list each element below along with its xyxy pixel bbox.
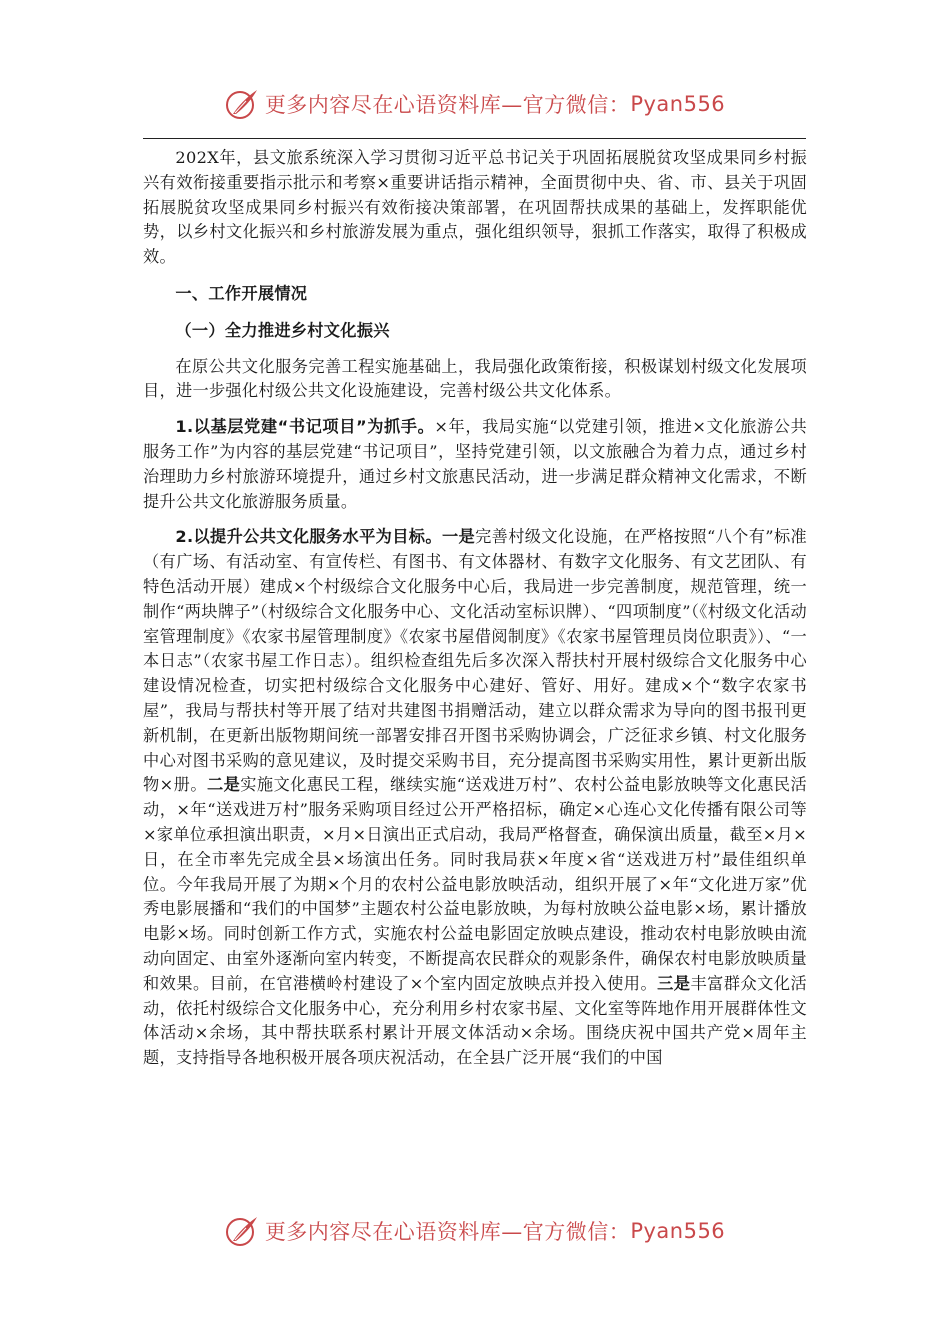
item-2-part-2: 实施文化惠民工程，继续实施“送戏进万村”、农村公益电影放映等文化惠民活动，×年“送戏进万村”服务采购项目经过公开严格招标，确定×心连心文化传播有限公司等×家单位承担演出职责，×月×日演出正式启动，我局严格督查，确保演出质量，截至×月×日，在全市率先完成全县×场演出任务。同时我局获×年度×省“送戏进万村”最佳组织单位。今年我局开展了为期×个月的农村公益电影放映活动，组织开展了×年“文化进万家”优秀电影展播和“我们的中国梦”主题农村公益电影放映，为每村放映公益电影×场，累计播放电影×场。同时创新工作方式，实施农村公益电影固定放映点建设，推动农村电影放映由流动向固定、由室外逐渐向室内转变，不断提高农民群众的观影条件，确保农村电影放映质量和效果。目前，在官港横岭村建设了×个室内固定放映点并投入使用。 (143, 775, 807, 993)
header-rule (143, 138, 806, 139)
item-1-paragraph (143, 415, 807, 514)
item-2-lead: 2.以提升公共文化服务水平为目标。 (175, 527, 442, 547)
quill-logo-icon (225, 1214, 259, 1248)
item-2-marker-3: 三是 (657, 973, 691, 993)
footer-banner (0, 1211, 950, 1251)
subsection-intro: 在原公共文化服务完善工程实施基础上，我局强化政策衔接，积极谋划村级文化发展项目，进一步强化村级公共文化设施建设，完善村级公共文化体系。 (143, 356, 807, 401)
banner-text: 更多内容尽在心语资料库—官方微信： (264, 93, 631, 117)
subsection-heading: （一）全力推进乡村文化振兴 (175, 320, 390, 340)
item-2-part-1: 完善村级文化设施，在严格按照“八个有”标准（有广场、有活动室、有宣传栏、有图书、有文体器材、有数字文化服务、有文艺团队、有特色活动开展）建成×个村级综合文化服务中心后，我局进一步完善制度，规范管理，统一制作“两块牌子”（村级综合文化服务中心、文化活动室标识牌）、“四项制度”（《村级文化活动室管理制度》《农家书屋管理制度》《农家书屋借阅制度》《农家书屋管理员岗位职责》）、“一本日志”（农家书屋工作日志）。组织检查组先后多次深入帮扶村开展村级综合文化服务中心建设情况检查，切实把村级综合文化服务中心建好、管好、用好。建成×个“数字农家书屋”，我局与帮扶村等开展了结对共建图书捐赠活动，建立以群众需求为导向的图书报刊更新机制，在更新出版物期间统一部署安排召开图书采购协调会，广泛征求乡镇、村文化服务中心对图书采购的意见建议，及时提交采购书目，充分提高图书采购实用性，累计更新出版物×册。 (143, 527, 808, 795)
header-banner (0, 84, 950, 124)
item-2-marker-2: 二是 (206, 775, 241, 795)
quill-logo-icon (225, 87, 259, 121)
intro-paragraph: 202X年，县文旅系统深入学习贯彻习近平总书记关于巩固拓展脱贫攻坚成果同乡村振兴有效衔接重要指示批示和考察×重要讲话指示精神，全面贯彻中央、省、市、县关于巩固拓展脱贫攻坚成果同乡村振兴有效衔接决策部署，在巩固帮扶成果的基础上，发挥职能优势，以乡村文化振兴和乡村旅游发展为重点，强化组织领导，狠抓工作落实，取得了积极成效。 (143, 148, 807, 267)
item-2-marker-1: 一是 (441, 527, 476, 547)
item-1-body: ×年，我局实施“以党建引领，推进×文化旅游公共服务工作”为内容的基层党建“书记项目”，坚持党建引领，以文旅融合为着力点，通过乡村治理助力乡村旅游环境提升，通过乡村文旅惠民活动，进一步满足群众精神文化需求，不断提升公共文化旅游服务质量。 (143, 417, 807, 511)
item-1-lead: 1.以基层党建“书记项目”为抓手。 (175, 417, 435, 437)
banner-wechat-id: Pyan556 (630, 92, 726, 116)
item-2-paragraph (143, 525, 807, 1071)
banner-wechat-id: Pyan556 (630, 1219, 726, 1243)
document-body (143, 146, 807, 1071)
banner-text: 更多内容尽在心语资料库—官方微信： (264, 1220, 631, 1244)
section-heading: 一、工作开展情况 (175, 283, 308, 303)
item-2-part-3: 丰富群众文化活动，依托村级综合文化服务中心，充分利用乡村农家书屋、文化室等阵地作用开展群体性文体活动×余场，其中帮扶联系村累计开展文体活动×余场。围绕庆祝中国共产党×周年主题，支持指导各地积极开展各项庆祝活动，在全县广泛开展“我们的中国 (143, 973, 807, 1068)
